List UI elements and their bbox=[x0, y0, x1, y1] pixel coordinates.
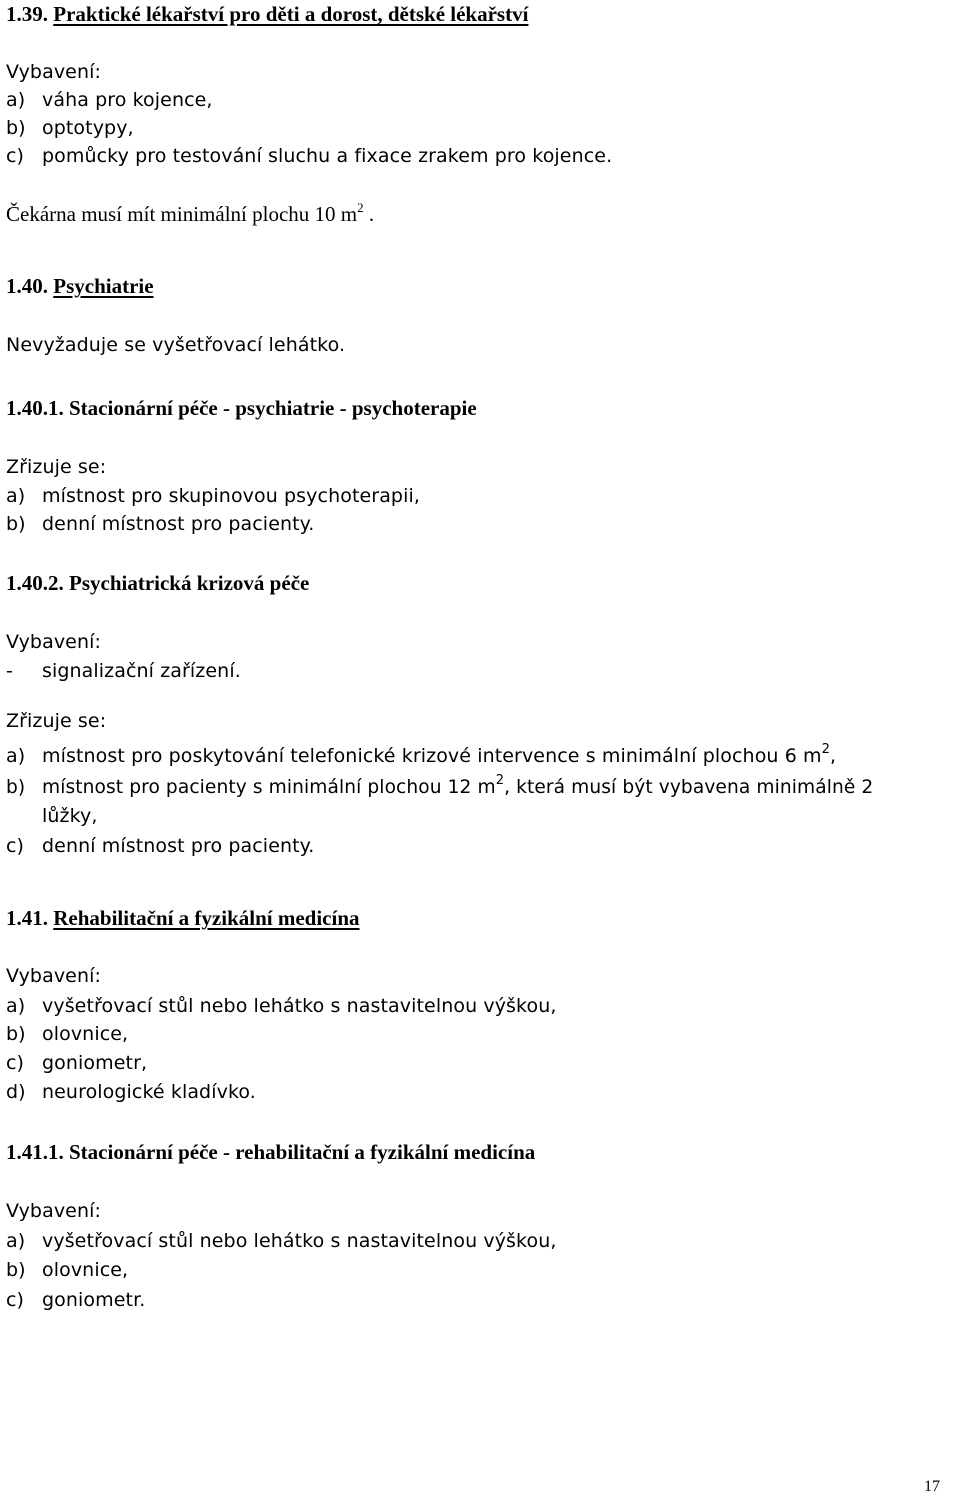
list-item bbox=[6, 512, 314, 536]
item-label: a) bbox=[6, 89, 26, 111]
item-text: váha pro kojence, bbox=[42, 89, 213, 111]
item-text: olovnice, bbox=[42, 1259, 129, 1281]
section-heading-1-41 bbox=[6, 906, 360, 930]
item-label: c) bbox=[6, 1052, 25, 1074]
subsection-heading-1-40-1: 1.40.1. Stacionární péče - psychiatrie - psychoterapie bbox=[6, 396, 477, 420]
waiting-room-note: Čekárna musí mít minimální plochu 10 $m^2$ . bbox=[6, 200, 375, 226]
list-item bbox=[6, 1022, 128, 1046]
section-number: 1.40. bbox=[6, 274, 48, 298]
item-text: olovnice, bbox=[42, 1023, 129, 1045]
item-text: vyšetřovací stůl nebo lehátko s nastavitelnou výškou, bbox=[42, 1230, 557, 1252]
list-item: b) místnost pro pacienty s minimální plochou 12 $m^2$, která musí být vybavena minimálně 2 bbox=[6, 773, 874, 798]
list-item bbox=[6, 484, 420, 508]
subsection-heading-1-41-1: 1.41.1. Stacionární péče - rehabilitační a fyzikální medicína bbox=[6, 1140, 536, 1164]
section-number: 1.39. bbox=[6, 2, 48, 26]
item-label: b) bbox=[6, 117, 26, 139]
list-item bbox=[6, 994, 556, 1018]
item-text: optotypy, bbox=[42, 117, 134, 139]
list-item bbox=[6, 88, 213, 112]
section-number: 1.41. bbox=[6, 906, 48, 930]
section-heading-1-39 bbox=[6, 2, 528, 26]
item-label: a) bbox=[6, 995, 26, 1017]
section-heading-1-40 bbox=[6, 274, 154, 298]
item-label: b) bbox=[6, 513, 26, 535]
item-text: místnost pro skupinovou psychoterapii, bbox=[42, 485, 420, 507]
list-item bbox=[6, 1080, 256, 1104]
equipment-label: Vybavení: bbox=[6, 965, 101, 987]
section-title: Rehabilitační a fyzikální medicína bbox=[53, 906, 360, 930]
list-item-continuation: lůžky, bbox=[42, 805, 98, 827]
item-text: goniometr. bbox=[42, 1289, 146, 1311]
item-text: vyšetřovací stůl nebo lehátko s nastavitelnou výškou, bbox=[42, 995, 557, 1017]
item-label: a) bbox=[6, 1230, 26, 1252]
list-item bbox=[6, 1051, 147, 1075]
item-label: d) bbox=[6, 1081, 26, 1103]
list-item bbox=[6, 1229, 556, 1253]
item-label: a) bbox=[6, 485, 26, 507]
item-text: signalizační zařízení. bbox=[42, 660, 241, 682]
item-text: goniometr, bbox=[42, 1052, 148, 1074]
item-text: neurologické kladívko. bbox=[42, 1081, 256, 1103]
list-item bbox=[6, 659, 241, 683]
section-title: Praktické lékařství pro děti a dorost, dětské lékařství bbox=[53, 2, 529, 26]
list-item bbox=[6, 144, 612, 168]
item-label: c) bbox=[6, 1289, 25, 1311]
list-item bbox=[6, 834, 314, 858]
item-label: b) bbox=[6, 1259, 26, 1281]
list-item: a) místnost pro poskytování telefonické krizové intervence s minimální plochou 6 $m^2$, bbox=[6, 742, 837, 767]
subsection-heading-1-40-2: 1.40.2. Psychiatrická krizová péče bbox=[6, 571, 310, 595]
item-text: denní místnost pro pacienty. bbox=[42, 835, 315, 857]
section-note: Nevyžaduje se vyšetřovací lehátko. bbox=[6, 334, 346, 356]
item-label: c) bbox=[6, 835, 25, 857]
item-label: b) bbox=[6, 777, 26, 798]
establishes-label: Zřizuje se: bbox=[6, 710, 107, 732]
equipment-label: Vybavení: bbox=[6, 61, 101, 83]
equipment-label: Vybavení: bbox=[6, 631, 101, 653]
list-item bbox=[6, 1258, 128, 1282]
item-label: a) bbox=[6, 745, 26, 767]
page-number: 17 bbox=[924, 1478, 940, 1495]
item-label: c) bbox=[6, 145, 25, 167]
item-label: b) bbox=[6, 1023, 26, 1045]
list-item bbox=[6, 116, 134, 140]
equipment-label: Vybavení: bbox=[6, 1200, 101, 1222]
section-title: Psychiatrie bbox=[53, 274, 154, 298]
item-text: pomůcky pro testování sluchu a fixace zrakem pro kojence. bbox=[42, 145, 613, 167]
list-item bbox=[6, 1288, 145, 1312]
item-text: denní místnost pro pacienty. bbox=[42, 513, 315, 535]
establishes-label: Zřizuje se: bbox=[6, 456, 107, 478]
item-label: - bbox=[6, 660, 13, 682]
